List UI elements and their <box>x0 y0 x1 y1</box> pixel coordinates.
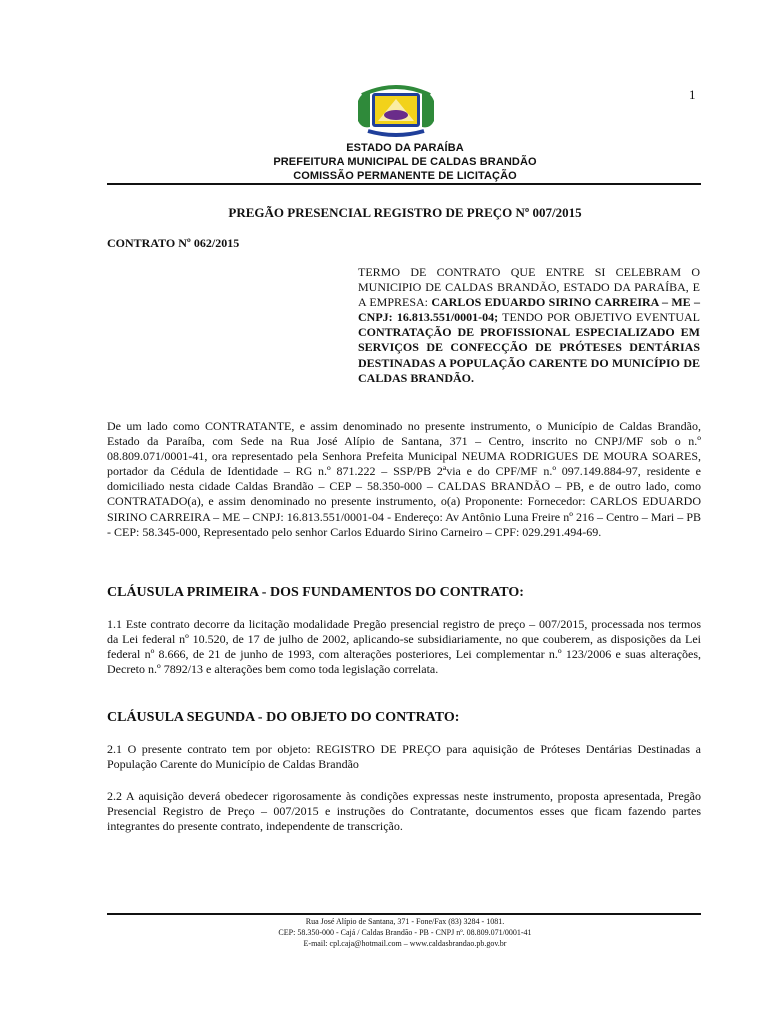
clause-2-paragraph-2: 2.2 A aquisição deverá obedecer rigorosamente às condições expressas neste instrumento, proposta apresentada, Pregão Presencial Registro de Preço – 007/2015 e instruções do Contratante, documentos esses que ficam fazendo partes integrantes do presente contrato, independente de transcrição. <box>107 789 701 834</box>
term-object: CONTRATAÇÃO DE PROFISSIONAL ESPECIALIZADO EM SERVIÇOS DE CONFECÇÃO DE PRÓTESES DENTÁRIAS DESTINADAS A POPULAÇÃO CARENTE DO MUNICÍPIO DE CALDAS BRANDÃO. <box>358 325 700 385</box>
contract-number: CONTRATO Nº 062/2015 <box>107 236 240 250</box>
header-commission: COMISSÃO PERMANENTE DE LICITAÇÃO <box>293 170 517 182</box>
clause-2-heading: CLÁUSULA SEGUNDA - DO OBJETO DO CONTRATO: <box>107 710 460 725</box>
municipal-crest-icon <box>356 83 436 139</box>
document-title: PREGÃO PRESENCIAL REGISTRO DE PREÇO Nº 007/2015 <box>228 205 582 220</box>
header-prefecture: PREFEITURA MUNICIPAL DE CALDAS BRANDÃO <box>273 156 537 168</box>
footer-cep-cnpj: CEP: 58.350-000 - Cajá / Caldas Brandão - PB - CNPJ nº. 08.809.071/0001-41 <box>278 928 532 937</box>
term-text-2: TENDO POR OBJETIVO EVENTUAL <box>498 310 700 325</box>
footer-contact: E-mail: cpl.caja@hotmail.com – www.caldasbrandao.pb.gov.br <box>303 939 507 948</box>
page-number: 1 <box>689 87 696 102</box>
contract-term-summary <box>358 265 700 386</box>
clause-1-heading: CLÁUSULA PRIMEIRA - DOS FUNDAMENTOS DO CONTRATO: <box>107 585 524 600</box>
footer-address: Rua José Alípio de Santana, 371 - Fone/Fax (83) 3284 - 1081. <box>305 917 505 926</box>
intro-paragraph: De um lado como CONTRATANTE, e assim denominado no presente instrumento, o Município de Caldas Brandão, Estado da Paraíba, com Sede na Rua José Alípio de Santana, 371 – Centro, inscrito no CNPJ/MF sob o n.º 08.809.071/0001-41, ora representado pela Senhora Prefeita Municipal NEUMA RODRIGUES DE MOURA SOARES, portador da Cédula de Identidade – RG n.º 871.222 – SSP/PB 2ªvia e do CPF/MF n.º 097.149.884-97, residente e domiciliado nesta cidade Caldas Brandão – CEP – 58.350-000 – CALDAS BRANDÃO – PB, e de outro lado, como CONTRATADO(a), e assim denominado no presente instrumento, o(a) Proponente: Fornecedor: CARLOS EDUARDO SIRINO CARREIRA – ME – CNPJ: 16.813.551/0001-04 - Endereço: Av Antônio Luna Freire nº 216 – Centro – Mari – PB - CEP: 58.345-000, Representado pelo senhor Carlos Eduardo Sirino Carneiro – CPF: 029.291.494-69. <box>107 419 701 539</box>
term-company: CARLOS EDUARDO SIRINO CARREIRA – ME – CNPJ: 16.813.551/0001-04; <box>358 295 700 325</box>
footer-divider <box>107 913 701 915</box>
header-divider <box>107 183 701 185</box>
clause-2-paragraph-1: 2.1 O presente contrato tem por objeto: REGISTRO DE PREÇO para aquisição de Próteses Dentárias Destinadas a População Carente do Município de Caldas Brandão <box>107 742 701 772</box>
term-text-1: TERMO DE CONTRATO QUE ENTRE SI CELEBRAM O MUNICIPIO DE CALDAS BRANDÃO, ESTADO DA PARAÍBA, E A EMPRESA: <box>358 265 700 310</box>
clause-1-paragraph: 1.1 Este contrato decorre da licitação modalidade Pregão presencial registro de preço – 007/2015, processada nos termos da Lei federal nº 10.520, de 17 de julho de 2002, aplicando-se subsidiariamente, no que couberem, as disposições da Lei federal nº 8.666, de 21 de junho de 1993, com alterações posteriores, Lei complementar n.º 123/2006 e suas alterações, Decreto n.º 7892/13 e alterações bem como toda legislação correlata. <box>107 617 701 677</box>
header-state: ESTADO DA PARAÍBA <box>346 142 464 154</box>
